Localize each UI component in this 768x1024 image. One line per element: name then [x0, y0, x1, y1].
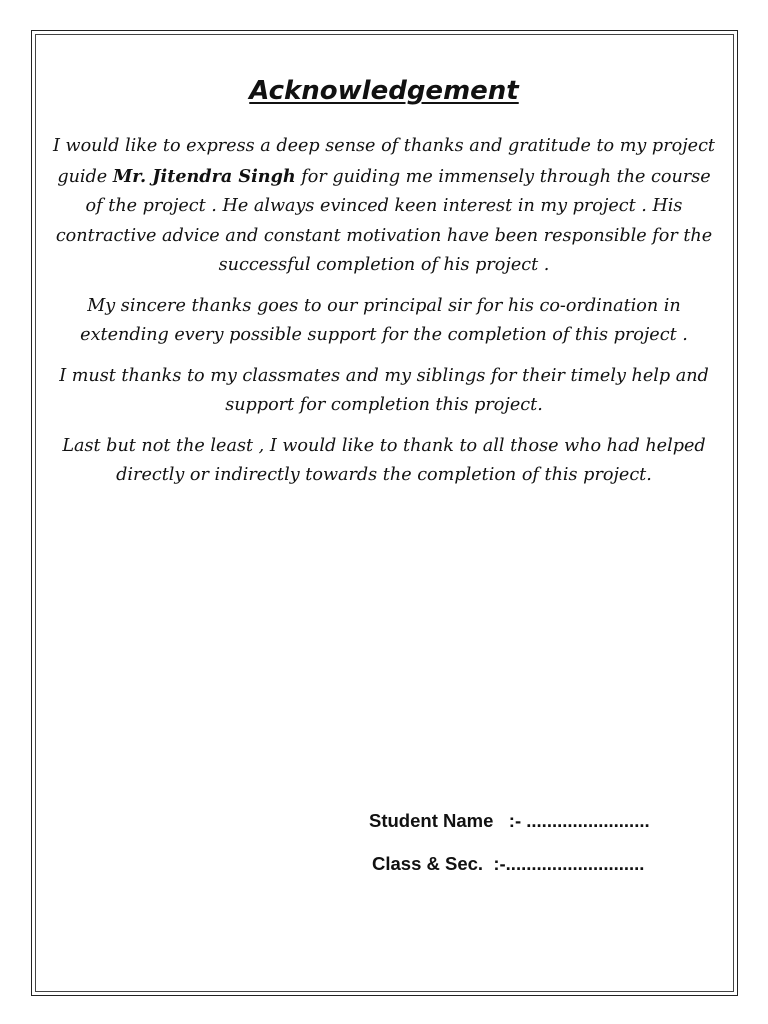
page-title-text: Acknowledgement: [249, 76, 519, 106]
acknowledgement-body: [50, 132, 718, 502]
page-title: [0, 76, 768, 106]
guide-name: Mr. Jitendra Singh: [112, 165, 296, 187]
paragraph-2: My sincere thanks goes to our principal sir for his co-ordination in extending every possible support for the completion of this project .: [80, 295, 688, 345]
paragraph-1: [50, 132, 718, 281]
paragraph-4: Last but not the least , I would like to thank to all those who had helped directly or indirectly towards the completion of this project.: [62, 435, 706, 485]
paragraph-1-end: for guiding me immensely through the course of the project . He always evinced keen interest in my project . His contractive advice and constant motivation have been responsible for the successful completion of his project .: [55, 166, 713, 275]
paragraph-3: I must thanks to my classmates and my siblings for their timely help and support for completion this project.: [59, 365, 709, 415]
paragraph-1-start: I would like to express a deep sense of thanks and gratitude to my project guide: [52, 136, 715, 187]
class-sec-line: Class & Sec. :-...........................: [372, 853, 645, 874]
student-name-line: Student Name :- ........................: [369, 810, 650, 831]
